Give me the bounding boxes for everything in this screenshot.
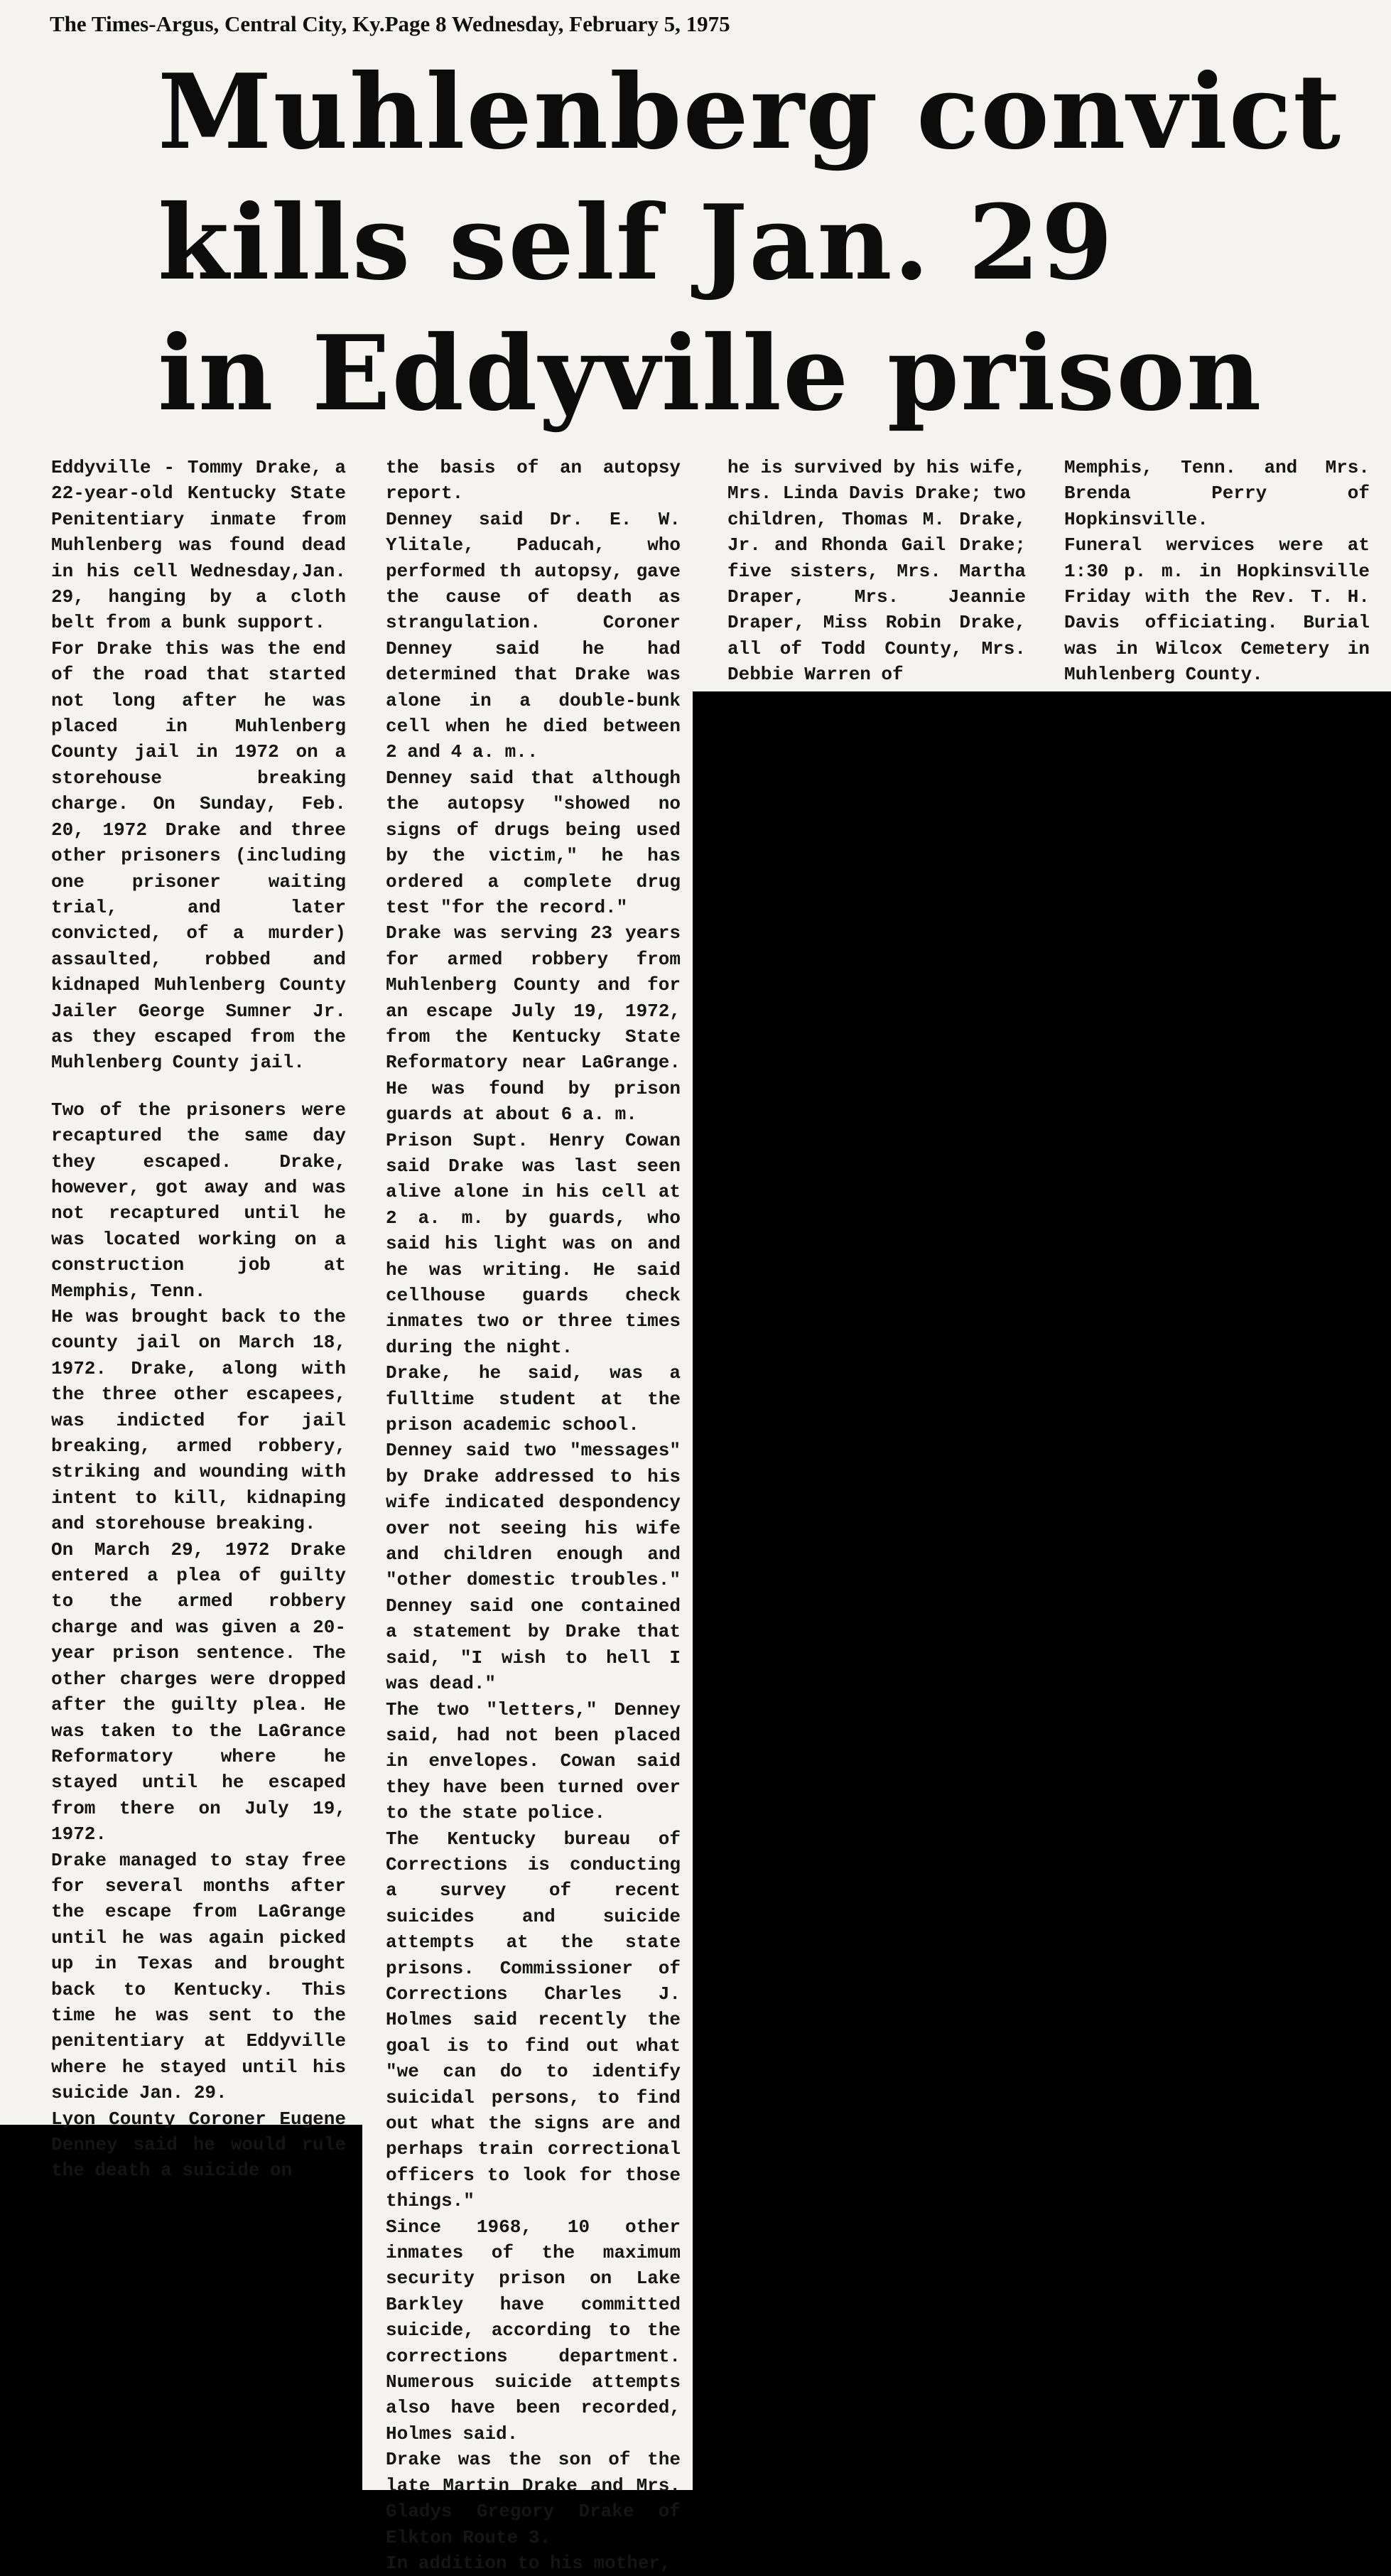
- paragraph: The two "letters," Denney said, had not been placed in envelopes. Cowan said they have been turned over to the state police.: [386, 1698, 681, 1824]
- paragraph: In addition to his mother,: [386, 2552, 671, 2574]
- article-headline: [158, 47, 1365, 439]
- paragraph: The Kentucky bureau of Corrections is conducting a survey of recent suicides and suicide attempts at the state prisons. Commissioner of Corrections Charles J. Holmes said recently the goal is to find out what "we can do to identify suicidal persons, to find out what the signs are and perhaps train correctional officers to look for those things.": [386, 1828, 681, 2212]
- paragraph: Two of the prisoners were recaptured the same day they escaped. Drake, however, got away and was not recaptured until he was located working on a construction job at Memphis, Tenn.: [51, 1099, 346, 1302]
- paragraph: Lyon County Coroner Eugene Denney said he would rule the death a suicide on: [51, 2108, 346, 2182]
- paragraph: Funeral wervices were at 1:30 p. m. in Hopkinsville Friday with the Rev. T. H. Davis officiating. Burial was in Wilcox Cemetery in Muhlenberg County.: [1064, 534, 1370, 686]
- paragraph: Eddyville - Tommy Drake, a 22-year-old Kentucky State Penitentiary inmate from Muhlenberg was found dead in his cell Wednesday,Jan. 29, hanging by a cloth belt from a bunk support.: [51, 457, 346, 634]
- paragraph: Drake managed to stay free for several months after the escape from LaGrange until he was again picked up in Texas and brought back to Kentucky. This time he was sent to the penitentiary at Eddyville where he stayed until his suicide Jan. 29.: [51, 1849, 346, 2104]
- article-column-2: [386, 455, 681, 2576]
- paragraph: Drake, he said, was a fulltime student at the prison academic school.: [386, 1362, 681, 1436]
- paragraph: On March 29, 1972 Drake entered a plea of guilty to the armed robbery charge and was given a 20-year prison sentence. The other charges were dropped after the guilty plea. He was taken to the LaGrance Reformatory where he stayed until he escaped from there on July 19, 1972.: [51, 1538, 346, 1845]
- paragraph: the basis of an autopsy report.: [386, 457, 681, 505]
- article-column-1: [51, 455, 346, 2184]
- article-column-4: [1064, 455, 1370, 688]
- headline-line-3: in Eddyville prison: [158, 313, 1263, 434]
- paragraph: he is survived by his wife, Mrs. Linda Davis Drake; two children, Thomas M. Drake, Jr. and Rhonda Gail Drake; five sisters, Mrs. Martha Draper, Mrs. Jeannie Draper, Miss Robin Drake, all of Todd County, Mrs. Debbie Warren of: [727, 457, 1026, 686]
- paragraph: For Drake this was the end of the road that started not long after he was placed in Muhlenberg County jail in 1972 on a storehouse breaking charge. On Sunday, Feb. 20, 1972 Drake and three other prisoners (including one prisoner waiting trial, and later convicted, of a murder) assaulted, robbed and kidnaped Muhlenberg County Jailer George Sumner Jr. as they escaped from the Muhlenberg County jail.: [51, 637, 346, 1074]
- paragraph: Drake was the son of the late Martin Drake and Mrs. Gladys Gregory Drake of Elkton Route 3.: [386, 2449, 681, 2548]
- article-column-3: [727, 455, 1026, 688]
- paragraph: Denney said two "messages" by Drake addressed to his wife indicated despondency over not seeing his wife and children enough and "other domestic troubles." Denney said one contained a statement by Drake that said, "I wish to hell I was dead.": [386, 1440, 681, 1695]
- headline-line-2: kills self Jan. 29: [158, 183, 1115, 303]
- paragraph: Denney said that although the autopsy "showed no signs of drugs being used by the victim," he has ordered a complete drug test "for the record.": [386, 767, 681, 918]
- headline-line-1: Muhlenberg convict: [158, 52, 1343, 173]
- paragraph: Memphis, Tenn. and Mrs. Brenda Perry of Hopkinsville.: [1064, 457, 1370, 530]
- paragraph: Denney said Dr. E. W. Ylitale, Paducah, who performed th autopsy, gave the cause of death as strangulation. Coroner Denney said he had determined that Drake was alone in a double-bunk cell when he died between 2 and 4 a. m..: [386, 508, 681, 763]
- paragraph: Prison Supt. Henry Cowan said Drake was last seen alive alone in his cell at 2 a. m. by guards, who said his light was on and he was writing. He said cellhouse guards check inmates two or three times during the night.: [386, 1129, 681, 1358]
- paragraph: Drake was serving 23 years for armed robbery from Muhlenberg County and for an escape July 19, 1972, from the Kentucky State Reformatory near LaGrange. He was found by prison guards at about 6 a. m.: [386, 922, 681, 1126]
- paragraph: Since 1968, 10 other inmates of the maximum security prison on Lake Barkley have committed suicide, according to the corrections department. Numerous suicide attempts also have been recorded, Holmes said.: [386, 2216, 681, 2445]
- paragraph: He was brought back to the county jail on March 18, 1972. Drake, along with the three other escapees, was indicted for jail breaking, armed robbery, striking and wounding with intent to kill, kidnaping and storehouse breaking.: [51, 1306, 346, 1535]
- page-dateline: The Times-Argus, Central City, Ky.Page 8 Wednesday, February 5, 1975: [50, 11, 730, 36]
